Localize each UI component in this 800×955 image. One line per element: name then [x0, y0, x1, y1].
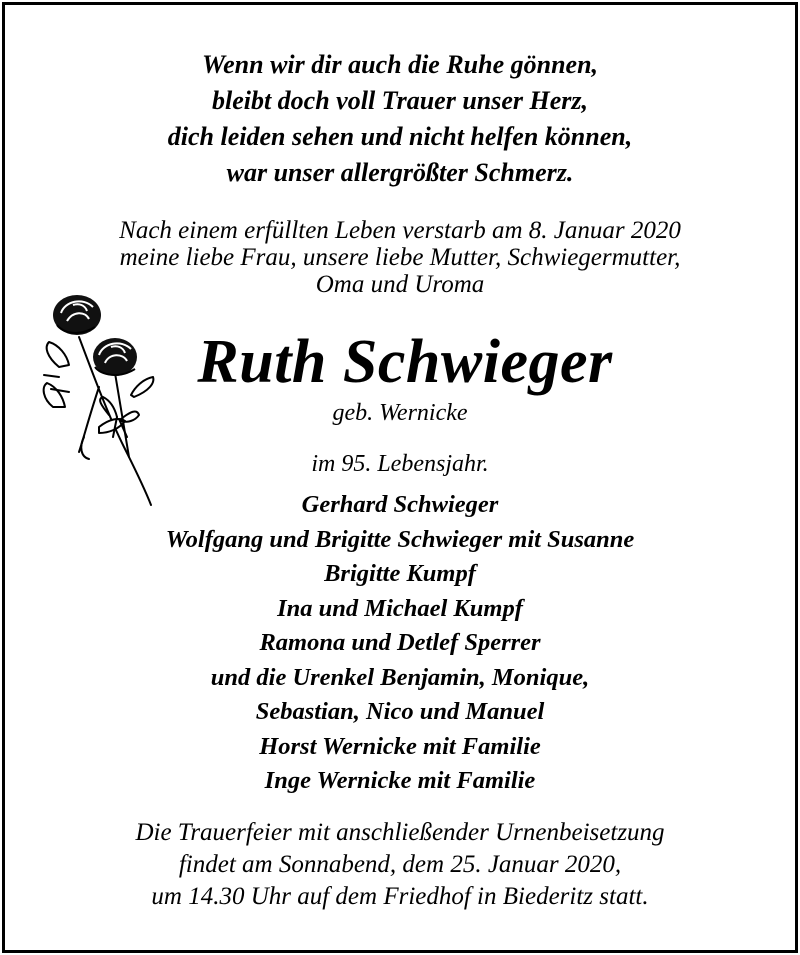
mourner-line: Sebastian, Nico und Manuel: [255, 698, 545, 725]
poem: [5, 47, 795, 191]
mourner-line: Brigitte Kumpf: [324, 560, 476, 587]
intro-line: meine liebe Frau, unsere liebe Mutter, Schwiegermutter,: [119, 244, 681, 271]
funeral-line: findet am Sonnabend, dem 25. Januar 2020,: [178, 851, 622, 878]
mourner-line: Inge Wernicke mit Familie: [264, 767, 536, 794]
funeral-details: [5, 817, 795, 913]
poem-line: war unser allergrößter Schmerz.: [226, 158, 574, 187]
death-announcement: [5, 217, 795, 298]
mourner-line: Wolfgang und Brigitte Schwieger mit Susanne: [165, 525, 635, 553]
intro-line: Nach einem erfüllten Leben verstarb am 8. Januar 2020: [119, 217, 681, 244]
mourner-line: Gerhard Schwieger: [301, 491, 499, 518]
funeral-line: um 14.30 Uhr auf dem Friedhof in Biederitz statt.: [151, 883, 649, 910]
funeral-line: Die Trauerfeier mit anschließender Urnenbeisetzung: [135, 819, 665, 846]
birth-name: geb. Wernicke: [332, 400, 468, 426]
mourner-line: Horst Wernicke mit Familie: [259, 732, 541, 760]
intro-line: Oma und Uroma: [315, 271, 485, 298]
mourner-line: und die Urenkel Benjamin, Monique,: [210, 663, 590, 691]
poem-line: dich leiden sehen und nicht helfen können,: [167, 122, 633, 151]
age-line: im 95. Lebensjahr.: [311, 451, 489, 477]
obituary-notice: [2, 2, 798, 953]
mourner-line: Ina und Michael Kumpf: [277, 594, 523, 622]
poem-line: Wenn wir dir auch die Ruhe gönnen,: [201, 50, 599, 79]
mourners-list: [5, 488, 795, 799]
poem-line: bleibt doch voll Trauer unser Herz,: [211, 86, 589, 115]
mourner-line: Ramona und Detlef Sperrer: [259, 629, 541, 656]
deceased-name: Ruth Schwieger: [197, 328, 613, 396]
